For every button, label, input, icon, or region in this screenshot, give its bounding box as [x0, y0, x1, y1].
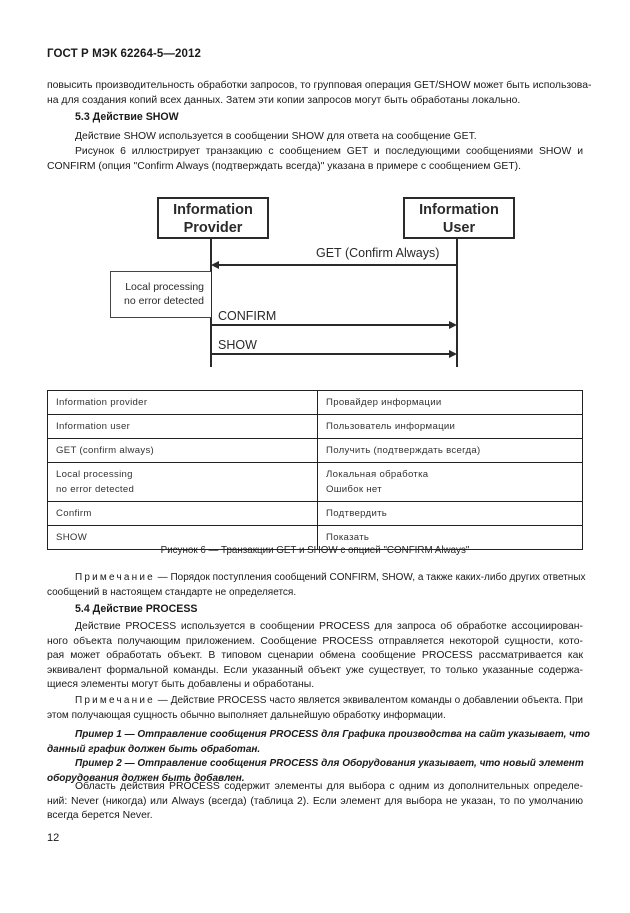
- text-line: Действие PROCESS используется в сообщении PROCESS для запроса об обработке ассоциирован-: [75, 621, 583, 632]
- actor-label-line: Information: [419, 202, 499, 218]
- note-2: [47, 694, 583, 723]
- message-label-get: GET (Confirm Always): [316, 246, 440, 260]
- message-label-confirm: CONFIRM: [218, 309, 277, 323]
- cell-line: Local processing: [56, 469, 133, 480]
- text-line: на для создания копий всех данных. Затем эти копии запросов могут быть обработаны локально.: [47, 94, 521, 106]
- table-cell-ru: Пользователь информации: [318, 415, 583, 439]
- text-line: — Действие PROCESS часто является эквивалентом команды о добавлении объекта. При: [154, 695, 583, 706]
- section-5-4-paragraph: [47, 620, 583, 693]
- table-cell-en: Information user: [48, 415, 318, 439]
- cell-line: Ошибок нет: [326, 484, 382, 495]
- figure-caption: Рисунок 6 — Транзакции GET и SHOW с опцией "CONFIRM Always": [160, 545, 470, 556]
- table-row: [48, 502, 583, 526]
- text-line: всегда берется Never.: [47, 810, 153, 821]
- table-cell-en: Confirm: [48, 502, 318, 526]
- cell-line: Локальная обработка: [326, 469, 429, 480]
- text-line: этом получающая сущность обычно выполняет дальнейшую обработку информации.: [47, 709, 446, 721]
- scope-paragraph: [47, 780, 583, 824]
- table-row: [48, 391, 583, 415]
- text-line: Пример 1 — Отправление сообщения PROCESS для Графика производства на сайт указывает, что: [75, 729, 590, 740]
- section-5-3-paragraph-2: [47, 145, 583, 174]
- table-row: [48, 463, 583, 502]
- text-line: Область действия PROCESS содержит элементы для выбора с одним из дополнительных определе-: [75, 781, 583, 792]
- table-cell-ru: Подтвердить: [318, 502, 583, 526]
- note-1: [47, 571, 586, 600]
- actor-label-line: Information: [173, 202, 253, 218]
- intro-paragraph: [47, 79, 592, 108]
- section-heading-5-4: 5.4 Действие PROCESS: [75, 603, 198, 615]
- text-line: CONFIRM (опция "Confirm Always (подтверждать всегда)" указана в примере с сообщением GET).: [47, 160, 522, 172]
- actor-information-provider: [157, 197, 269, 239]
- document-header: ГОСТ Р МЭК 62264-5—2012: [47, 48, 201, 60]
- note-label: Примечание: [75, 572, 155, 583]
- actor-information-user: [403, 197, 515, 239]
- text-line: — Порядок поступления сообщений CONFIRM, SHOW, а также каких-либо других ответных: [154, 572, 586, 583]
- text-line: сообщений в настоящем стандарте не определяется.: [47, 586, 297, 598]
- text-line: щиеся элементы могут быть добавлены и обработаны.: [47, 679, 315, 690]
- text-line: ного объекта получающим приложением. Сообщение PROCESS отправляется некоторой сущности, кото-: [47, 635, 583, 647]
- text-line: эквивалент формальной команды. Если указанный объект уже существует, то только указанные содержа-: [47, 664, 583, 676]
- arrowhead-right-icon: [449, 321, 457, 329]
- text-line: повысить производительность обработки запросов, то групповая операция GET/SHOW может быть использова-: [47, 80, 592, 91]
- message-label-show: SHOW: [218, 338, 257, 352]
- arrowhead-left-icon: [211, 261, 219, 269]
- page-number: 12: [47, 832, 60, 844]
- note-local-processing: [110, 271, 211, 318]
- text-line: Рисунок 6 иллюстрирует транзакцию с сообщением GET и последующими сообщениями SHOW и: [75, 146, 583, 157]
- table-row: [48, 439, 583, 463]
- text-line: Пример 2 — Отправление сообщения PROCESS для Оборудования указывает, что новый элемент: [75, 758, 584, 769]
- user-lifeline: [456, 239, 458, 367]
- table-cell-en: SHOW: [48, 526, 318, 550]
- cell-line: no error detected: [56, 484, 135, 495]
- table-cell-en: GET (confirm always): [48, 439, 318, 463]
- message-arrow-show: [212, 353, 450, 355]
- section-5-3-paragraph-1: [47, 130, 583, 145]
- table-cell-ru: Показать: [318, 526, 583, 550]
- text-line: данный график должен быть обработан.: [47, 743, 261, 755]
- glossary-table: [47, 390, 583, 550]
- actor-label-line: Provider: [183, 220, 243, 236]
- text-line: рая может обработать объект. В типовом сценарии обмена сообщение PROCESS рассматривается как: [47, 650, 583, 661]
- table-cell-ru: [318, 463, 583, 502]
- note-label: Примечание: [75, 695, 155, 706]
- table-row: [48, 415, 583, 439]
- note-line: no error detected: [124, 295, 204, 307]
- text-line: оборудования должен быть добавлен.: [47, 772, 245, 784]
- section-heading-5-3: 5.3 Действие SHOW: [75, 111, 179, 123]
- table-cell-en: Information provider: [48, 391, 318, 415]
- text-line: ний: Never (никогда) или Always (всегда) (таблица 2). Если элемент для выбора не указан, то по умолчанию: [47, 795, 583, 807]
- note-line: Local processing: [125, 281, 204, 293]
- actor-label-line: User: [442, 220, 476, 236]
- table-cell-en: [48, 463, 318, 502]
- example-1: [47, 728, 590, 757]
- arrowhead-right-icon: [449, 350, 457, 358]
- message-arrow-get: [214, 264, 456, 266]
- message-arrow-confirm: [212, 324, 450, 326]
- text-line: Действие SHOW используется в сообщении SHOW для ответа на сообщение GET.: [75, 131, 477, 142]
- table-cell-ru: Провайдер информации: [318, 391, 583, 415]
- table-cell-ru: Получить (подтверждать всегда): [318, 439, 583, 463]
